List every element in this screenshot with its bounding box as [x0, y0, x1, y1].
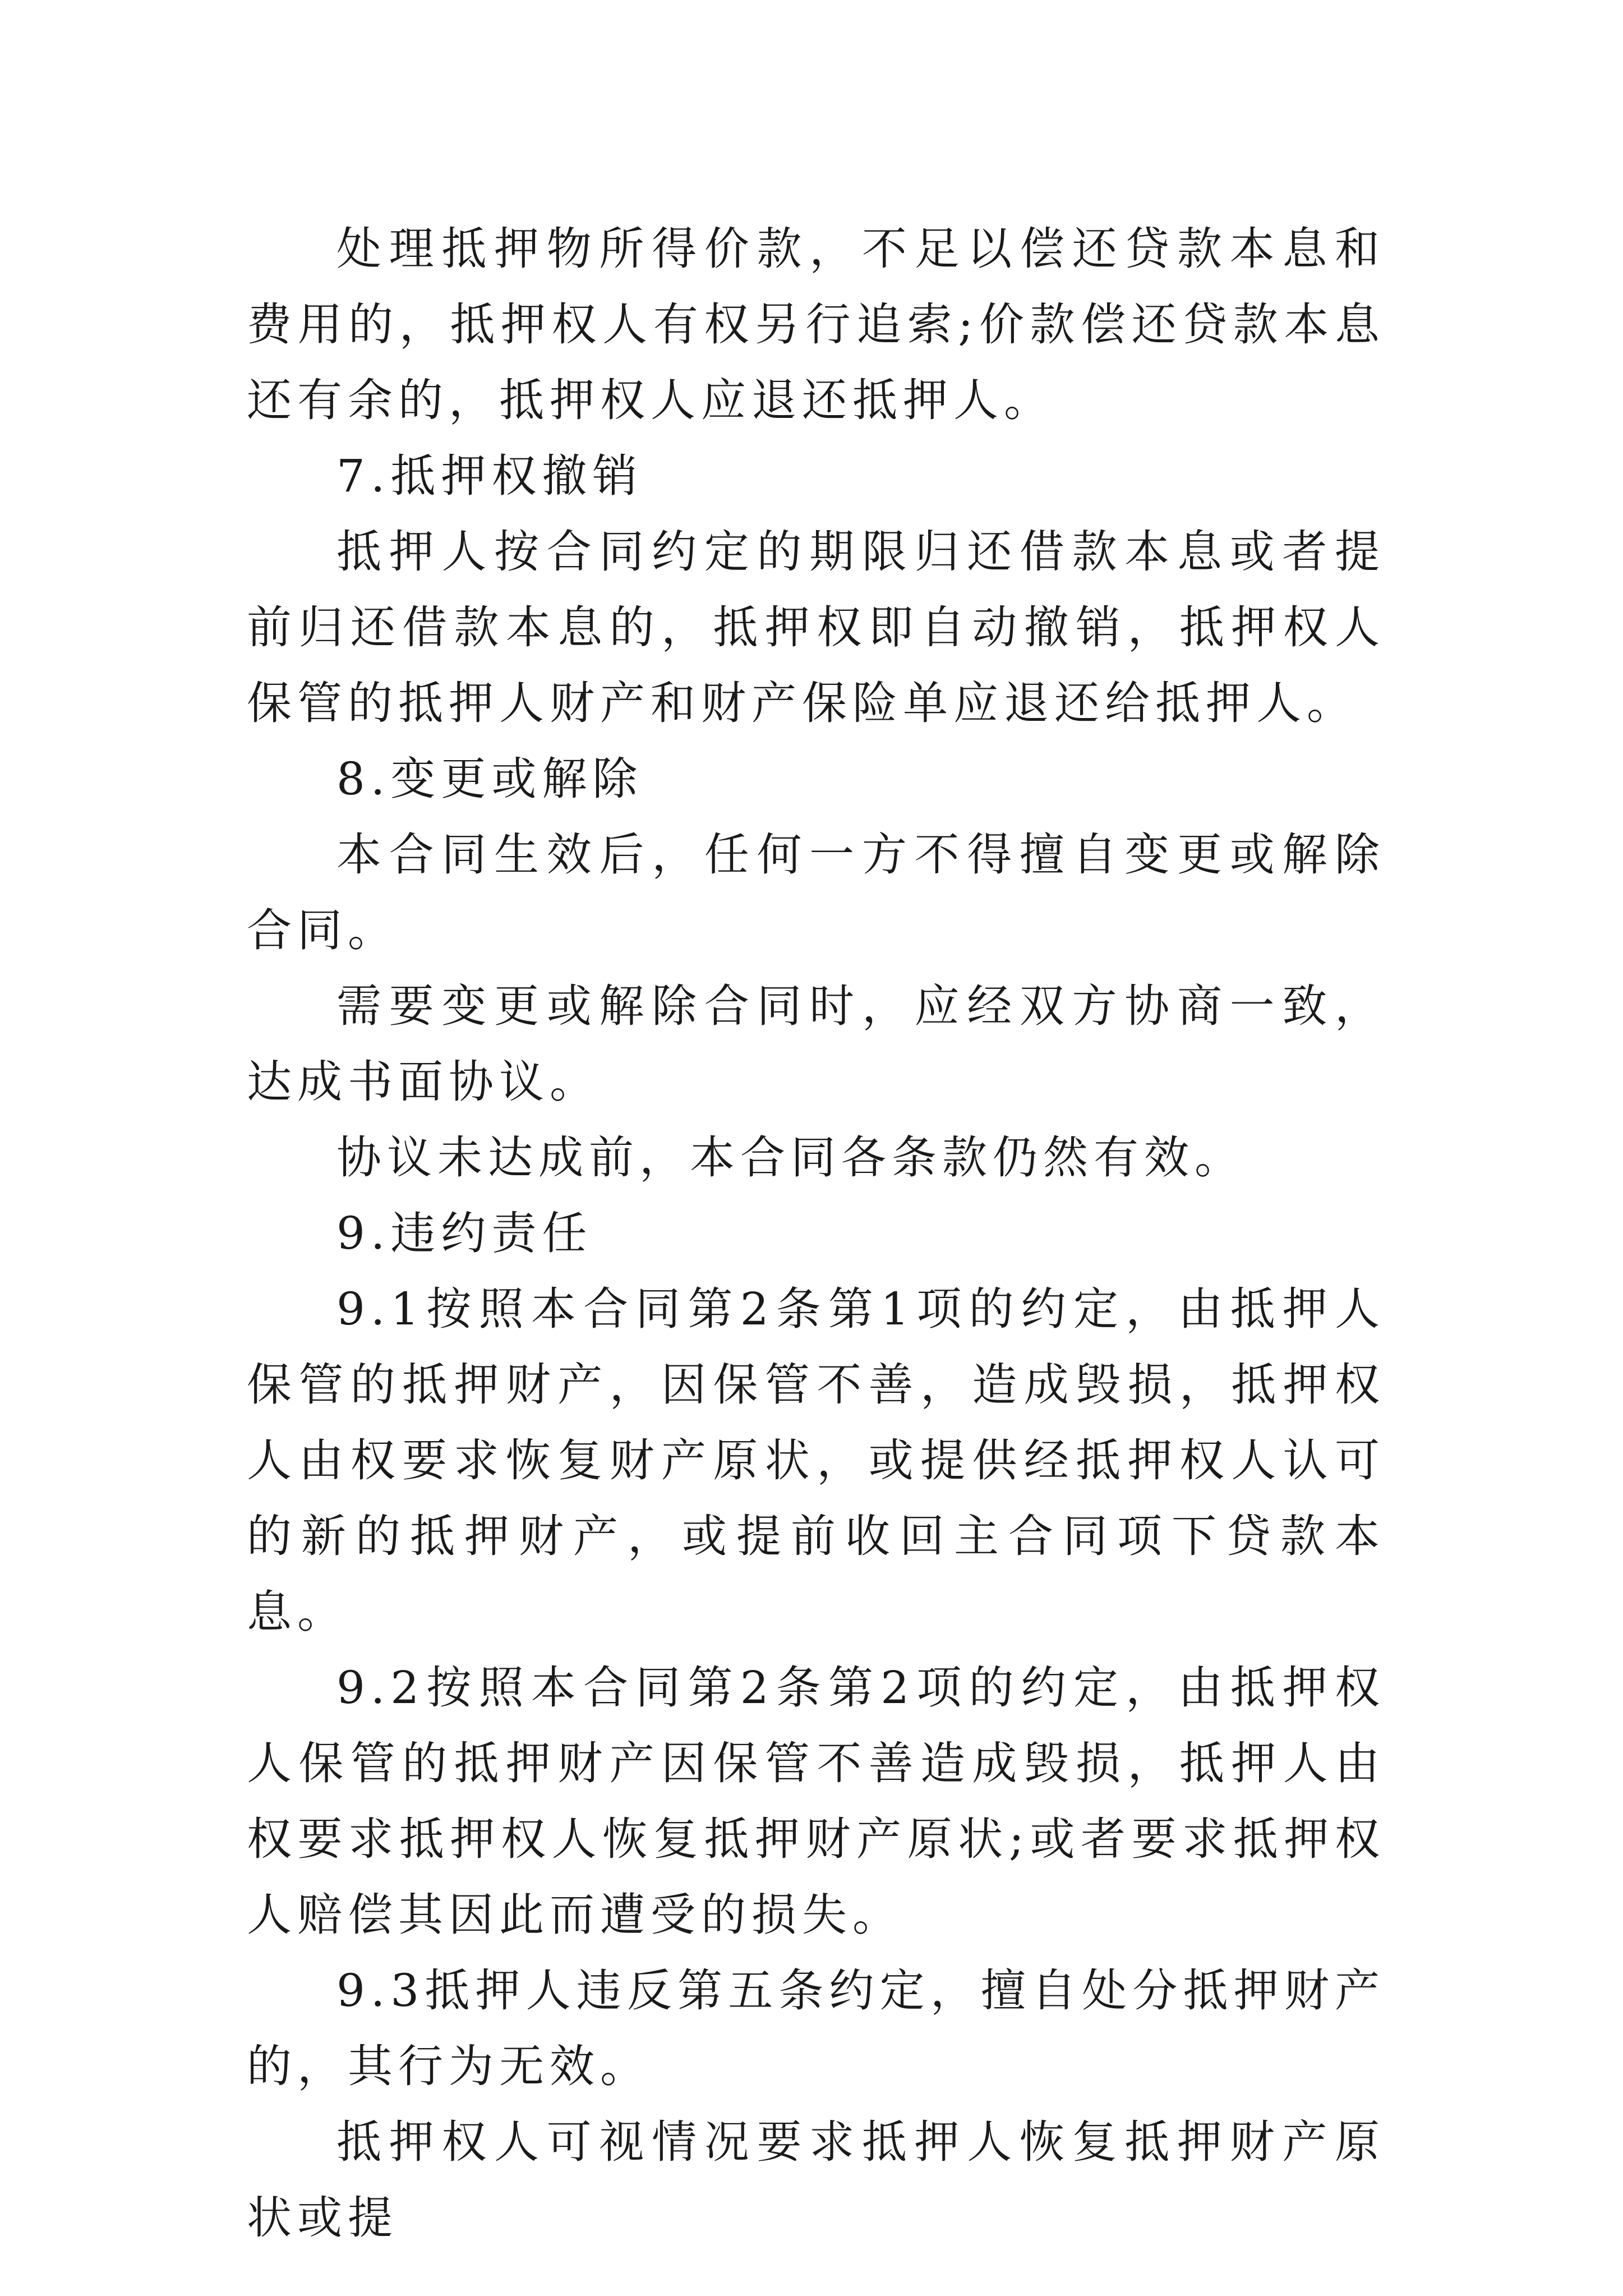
clause-9-2: 9.2按照本合同第2条第2项的约定，由抵押权人保管的抵押财产因保管不善造成毁损，抵押人由权要求抵押权人恢复抵押财产原状;或者要求抵押权人赔偿其因此而遭受的损失。: [247, 1662, 1385, 1941]
document-body: [247, 211, 1385, 2256]
section-heading-7: 7.抵押权撤销: [336, 450, 643, 502]
paragraph-no-unilateral-change: 本合同生效后，任何一方不得擅自变更或解除合同。: [247, 829, 1385, 956]
paragraph-remains-valid: 协议未达成前，本合同各条款仍然有效。: [336, 1131, 1245, 1184]
clause-9-3: 9.3抵押人违反第五条约定，擅自处分抵押财产的，其行为无效。: [247, 1964, 1385, 2092]
paragraph-mortgage-revocation: 抵押人按合同约定的期限归还借款本息或者提前归还借款本息的，抵押权即自动撤销，抵押权人保管的抵押人财产和财产保险单应退还给抵押人。: [247, 526, 1385, 729]
paragraph-mutual-agreement: 需要变更或解除合同时，应经双方协商一致，达成书面协议。: [247, 980, 1385, 1108]
clause-9-1: 9.1按照本合同第2条第1项的约定，由抵押人保管的抵押财产，因保管不善，造成毁损，抵押权人由权要求恢复财产原状，或提供经抵押权人认可的新的抵押财产，或提前收回主合同项下贷款本息。: [247, 1283, 1385, 1638]
paragraph-mortgagee-options: 抵押权人可视情况要求抵押人恢复抵押财产原状或提: [247, 2116, 1385, 2244]
section-heading-9: 9.违约责任: [336, 1207, 593, 1259]
section-heading-8: 8.变更或解除: [336, 753, 643, 805]
paragraph-disposal-proceeds: 处理抵押物所得价款，不足以偿还贷款本息和费用的，抵押权人有权另行追索;价款偿还贷款本息还有余的，抵押权人应退还抵押人。: [247, 223, 1385, 426]
